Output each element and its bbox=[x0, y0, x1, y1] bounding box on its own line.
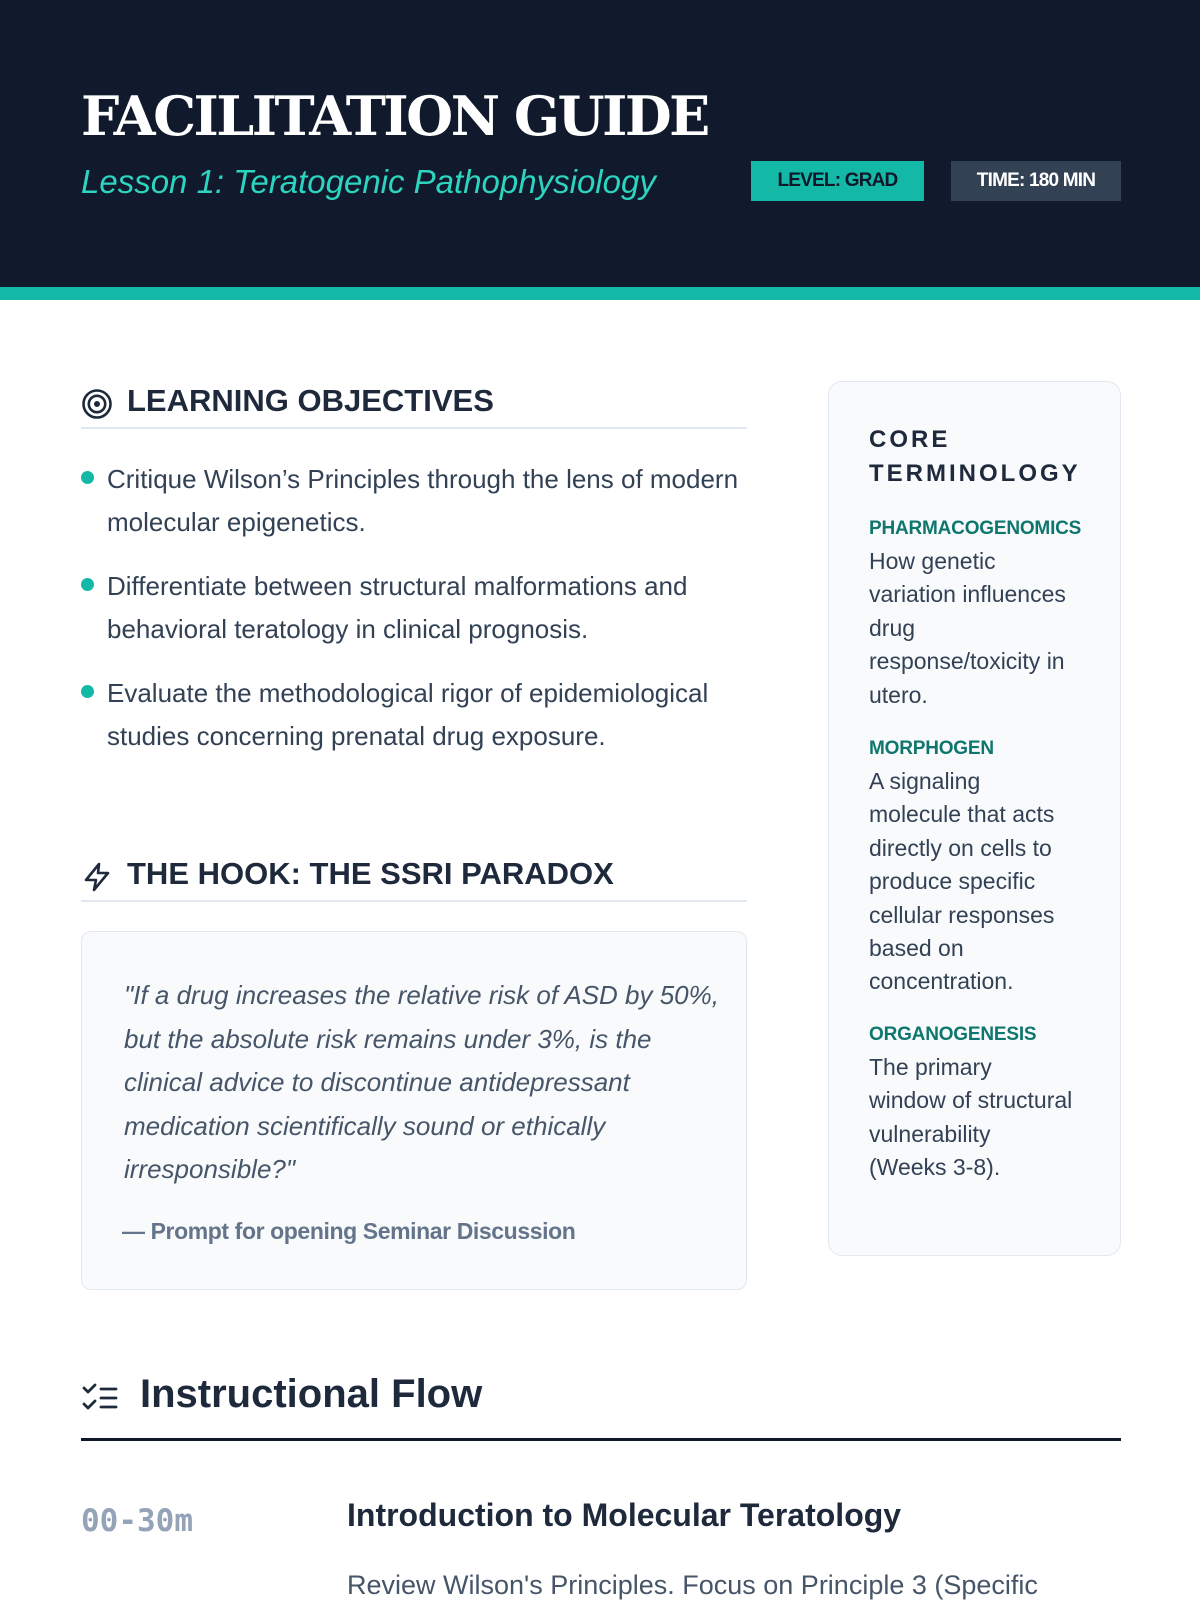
objective-text: Differentiate between structural malformations and behavioral teratology in clinical prognosis. bbox=[107, 571, 688, 644]
hook-quote: "If a drug increases the relative risk of ASD by 50%, but the absolute risk remains under 3%, is the clinical advice to discontinue antidepressant medication scientifically sound or ethically irresponsible?" bbox=[124, 980, 719, 1184]
flow-item-description: Review Wilson's Principles. Focus on Principle 3 (Specific bbox=[347, 1570, 1038, 1600]
hook-heading bbox=[81, 856, 747, 902]
terminology-sidebar bbox=[828, 381, 1121, 1256]
flow-heading bbox=[81, 1368, 1121, 1441]
term-definition: A signaling molecule that acts directly on cells to produce specific cellular responses based on concentration. bbox=[869, 768, 1055, 995]
lesson-subtitle: Lesson 1: Teratogenic Pathophysiology bbox=[81, 163, 656, 200]
bullet-dot bbox=[81, 471, 94, 484]
document-title: FACILITATION GUIDE bbox=[81, 84, 708, 148]
level-badge: LEVEL: GRAD bbox=[751, 161, 924, 201]
flow-item-title: Introduction to Molecular Teratology bbox=[347, 1497, 902, 1533]
bullet-dot bbox=[81, 578, 94, 591]
term-name: MORPHOGEN bbox=[869, 738, 994, 759]
objectives-list bbox=[81, 458, 761, 779]
quote-citation: — Prompt for opening Seminar Discussion bbox=[122, 1218, 576, 1244]
list-item bbox=[81, 458, 761, 544]
lightning-icon bbox=[81, 861, 113, 893]
flow-heading-label: Instructional Flow bbox=[140, 1372, 483, 1416]
list-item bbox=[81, 672, 761, 758]
terminology-heading: CORE TERMINOLOGY bbox=[869, 426, 1081, 487]
header-banner bbox=[0, 0, 1200, 287]
objectives-heading-label: LEARNING OBJECTIVES bbox=[127, 383, 494, 418]
term-name: PHARMACOGENOMICS bbox=[869, 518, 1082, 539]
bullet-dot bbox=[81, 685, 94, 698]
header-accent-stripe bbox=[0, 287, 1200, 300]
term-definition: The primary window of structural vulnerability (Weeks 3-8). bbox=[869, 1054, 1073, 1181]
term-name: ORGANOGENESIS bbox=[869, 1024, 1037, 1045]
term-definition: How genetic variation influences drug response/toxicity in utero. bbox=[869, 548, 1066, 708]
objective-text: Critique Wilson’s Principles through the lens of modern molecular epigenetics. bbox=[107, 464, 739, 537]
time-badge: TIME: 180 MIN bbox=[951, 161, 1121, 201]
term-entry bbox=[869, 1023, 1109, 1185]
hook-heading-label: THE HOOK: THE SSRI PARADOX bbox=[127, 856, 614, 891]
objective-text: Evaluate the methodological rigor of epidemiological studies concerning prenatal drug exposure. bbox=[107, 678, 709, 751]
objectives-heading bbox=[81, 383, 747, 429]
flow-item-time: 00-30m bbox=[81, 1503, 193, 1539]
checklist-icon bbox=[81, 1380, 119, 1418]
term-entry bbox=[869, 517, 1109, 712]
term-entry bbox=[869, 737, 1109, 999]
target-icon bbox=[81, 388, 113, 420]
list-item bbox=[81, 565, 761, 651]
